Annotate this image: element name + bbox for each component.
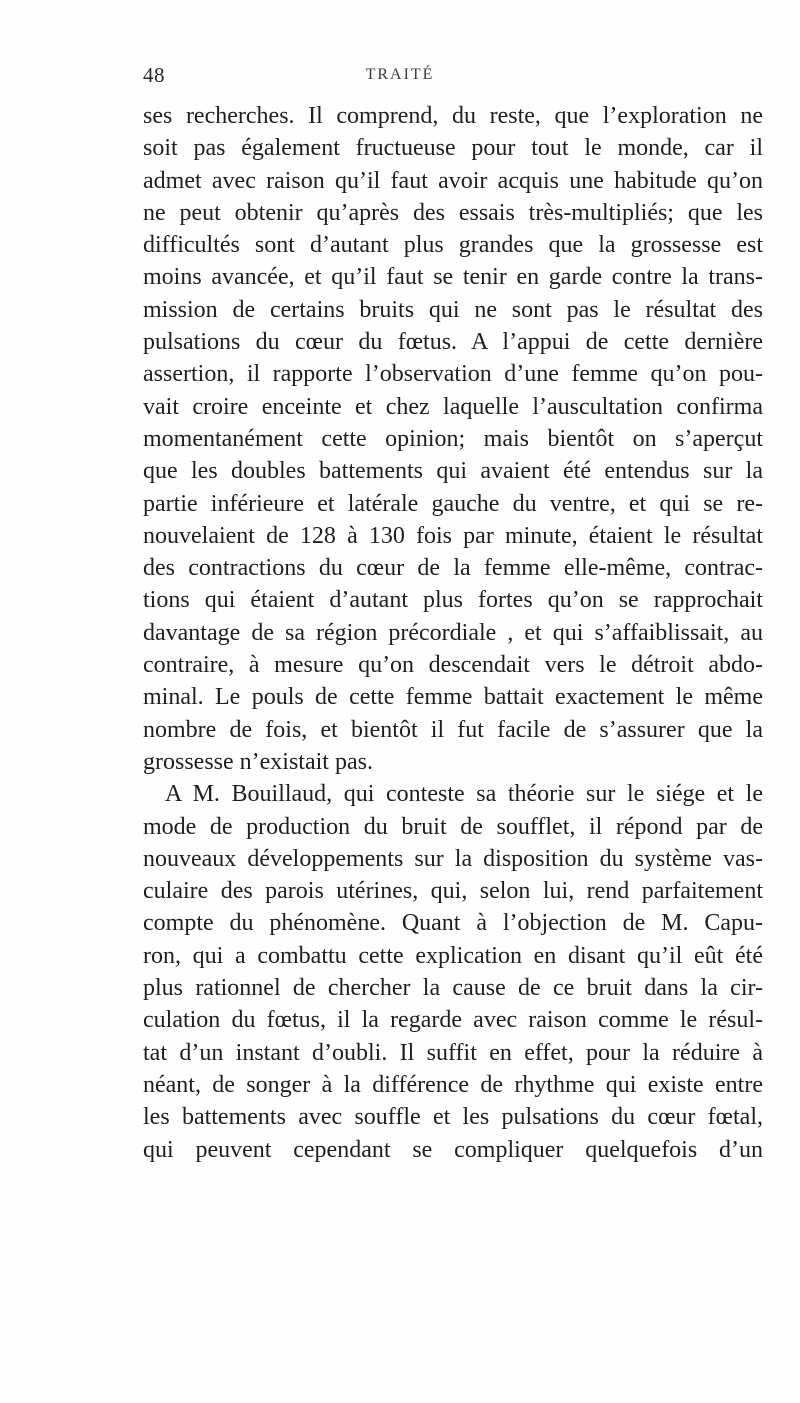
text-line: les battements avec souffle et les pulsations du cœur fœtal, — [143, 1104, 763, 1131]
text-line: mode de production du bruit de soufflet, il répond par de — [143, 813, 763, 840]
text-line: culaire des parois utérines, qui, selon lui, rend parfaitement — [143, 878, 763, 905]
page-number: 48 — [143, 63, 165, 87]
text-line: nouvelaient de 128 à 130 fois par minute, étaient le résultat — [143, 522, 763, 549]
paragraph-start-line: A M. Bouillaud, qui conteste sa théorie sur le siége et le — [165, 781, 763, 808]
text-line: ne peut obtenir qu’après des essais très-multipliés; que les — [143, 199, 763, 226]
text-line: tat d’un instant d’oubli. Il suffit en effet, pour la réduire à — [143, 1039, 763, 1066]
text-line: néant, de songer à la différence de rhythme qui existe entre — [143, 1071, 763, 1098]
body-text — [143, 100, 763, 1166]
text-line: soit pas également fructueuse pour tout le monde, car il — [143, 135, 763, 162]
text-line: assertion, il rapporte l’observation d’une femme qu’on pou- — [143, 361, 763, 388]
text-line: admet avec raison qu’il faut avoir acquis une habitude qu’on — [143, 167, 763, 194]
text-line: difficultés sont d’autant plus grandes que la grossesse est — [143, 232, 763, 259]
text-line: ron, qui a combattu cette explication en disant qu’il eût été — [143, 942, 763, 969]
text-line: des contractions du cœur de la femme elle-même, contrac- — [143, 555, 763, 582]
text-line: partie inférieure et latérale gauche du ventre, et qui se re- — [143, 490, 763, 517]
text-line: nombre de fois, et bientôt il fut facile de s’assurer que la — [143, 716, 763, 743]
paragraph-end-line: grossesse n’existait pas. — [143, 748, 373, 775]
text-line: que les doubles battements qui avaient été entendus sur la — [143, 458, 763, 485]
text-line: nouveaux développements sur la disposition du système vas- — [143, 845, 763, 872]
text-line: ses recherches. Il comprend, du reste, que l’exploration ne — [143, 103, 763, 129]
text-line: tions qui étaient d’autant plus fortes qu’on se rapprochait — [143, 587, 763, 614]
text-line: minal. Le pouls de cette femme battait exactement le même — [143, 684, 763, 711]
text-line: compte du phénomène. Quant à l’objection de M. Capu- — [143, 910, 763, 937]
text-line: mission de certains bruits qui ne sont pas le résultat des — [143, 296, 763, 323]
text-line: contraire, à mesure qu’on descendait vers le détroit abdo- — [143, 652, 763, 679]
running-head: TRAITÉ — [365, 66, 435, 83]
text-line: plus rationnel de chercher la cause de ce bruit dans la cir- — [143, 975, 763, 1002]
text-line: vait croire enceinte et chez laquelle l’auscultation confirma — [143, 393, 763, 420]
text-line: qui peuvent cependant se compliquer quelquefois d’un — [143, 1136, 763, 1163]
text-line: pulsations du cœur du fœtus. A l’appui de cette dernière — [143, 329, 763, 356]
text-line: momentanément cette opinion; mais bientôt on s’aperçut — [143, 425, 763, 452]
text-line: moins avancée, et qu’il faut se tenir en garde contre la trans- — [143, 264, 763, 291]
text-line: davantage de sa région précordiale , et qui s’affaiblissait, au — [143, 619, 763, 646]
text-line: culation du fœtus, il la regarde avec raison comme le résul- — [143, 1007, 763, 1034]
